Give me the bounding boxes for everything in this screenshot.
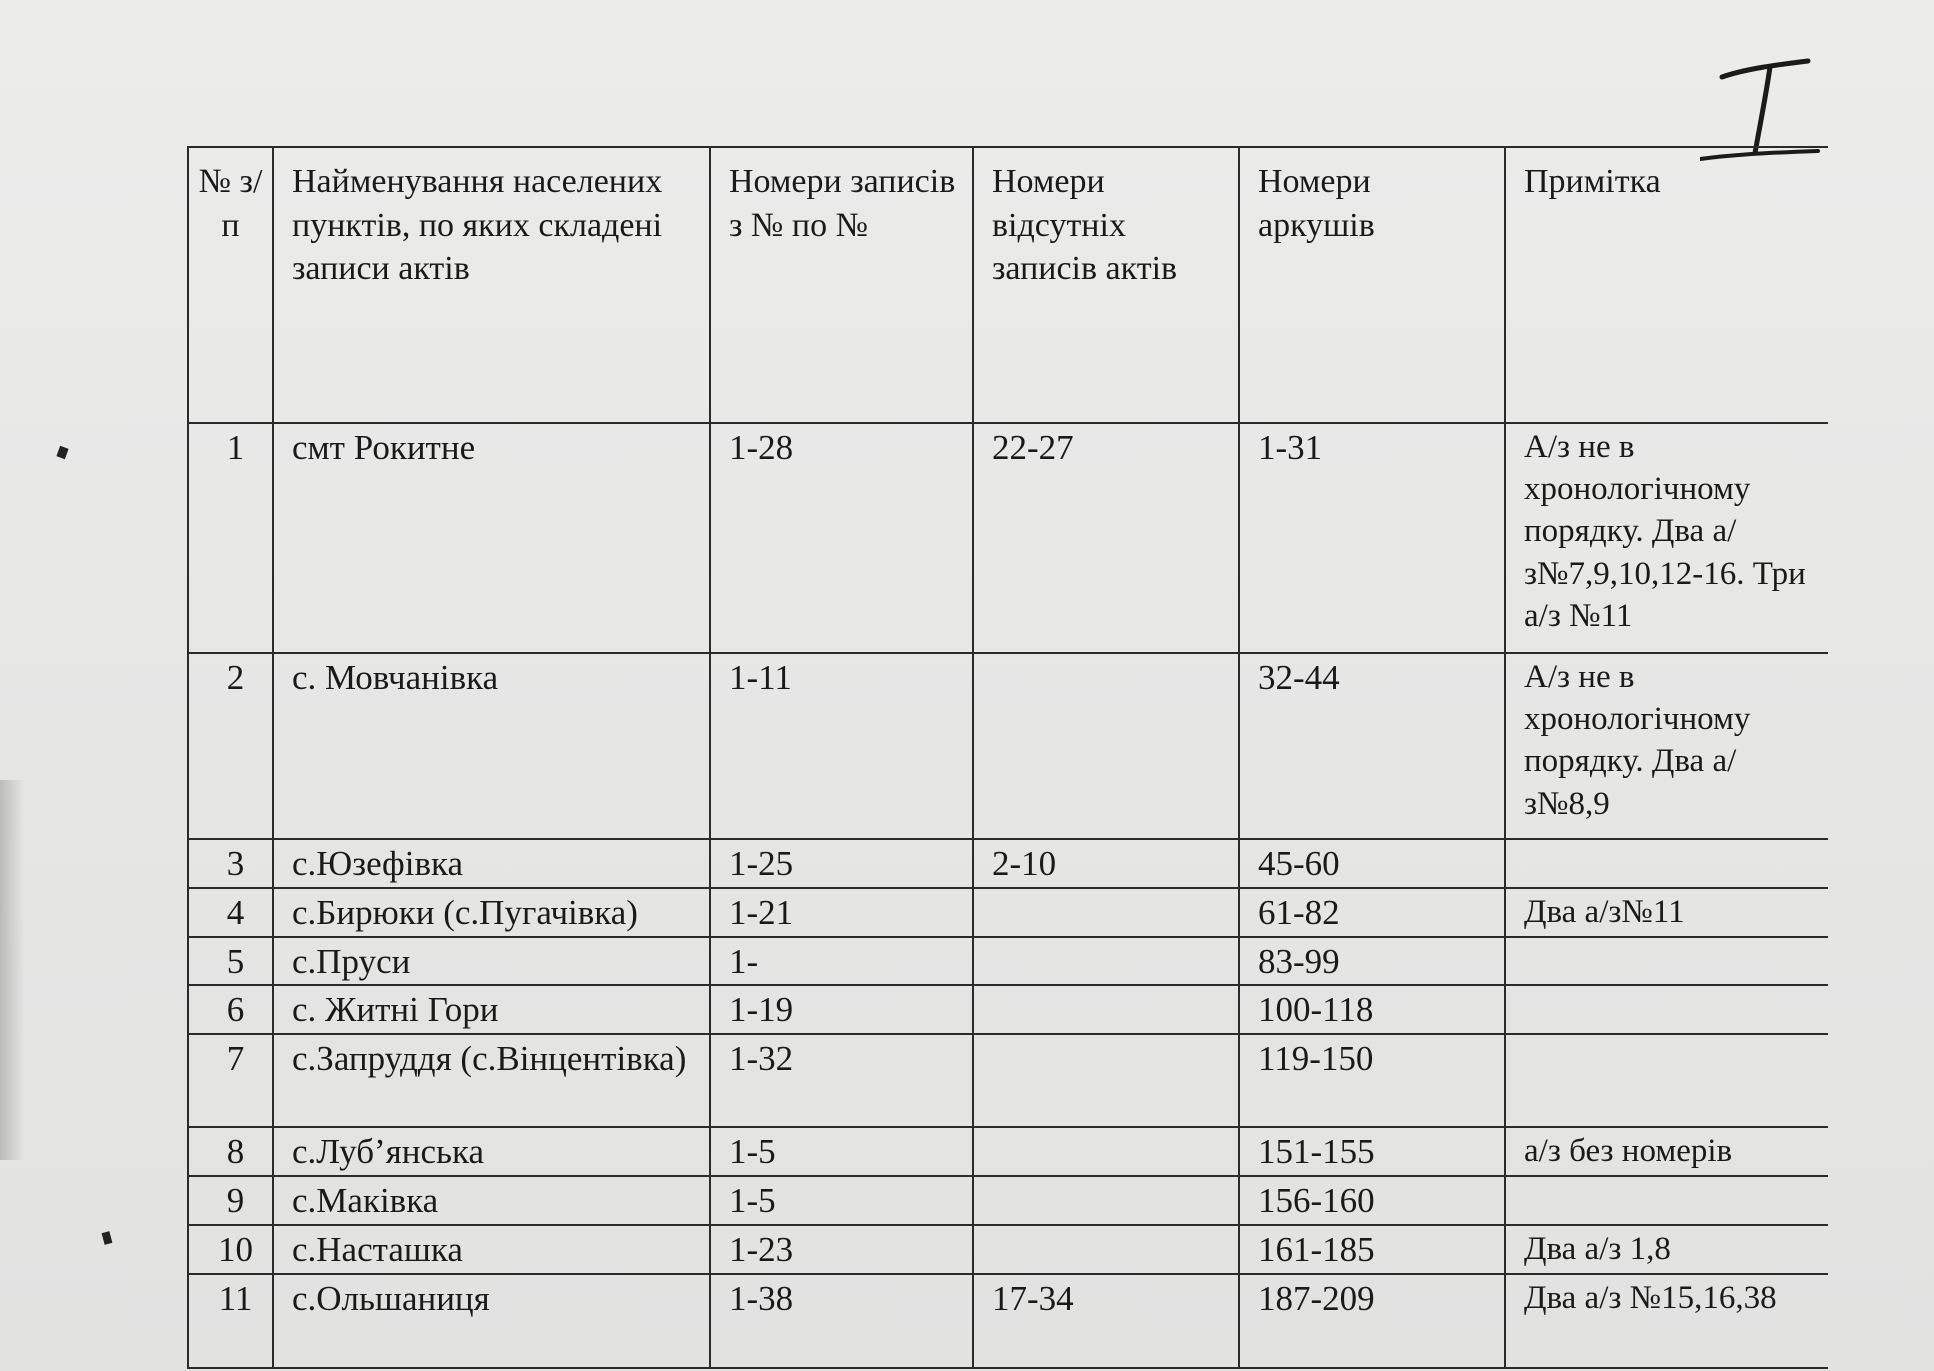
cell-missing: 22-27 (973, 423, 1239, 653)
table-row (188, 1176, 1828, 1225)
cell-note: А/з не в хронологічному порядку. Два а/з№8,9 (1505, 653, 1828, 839)
cell-note (1505, 1176, 1828, 1225)
table-row (188, 1127, 1828, 1176)
column-header-sheets: Номери аркушів (1239, 147, 1505, 423)
cell-note: А/з не в хронологічному порядку. Два а/з№7,9,10,12-16. Три а/з №11 (1505, 423, 1828, 653)
cell-missing (973, 653, 1239, 839)
cell-place: с.Ольшаниця (273, 1274, 710, 1368)
column-header-note: Примітка (1505, 147, 1828, 423)
cell-note: Два а/з№11 (1505, 888, 1828, 937)
cell-sheets: 187-209 (1239, 1274, 1505, 1368)
cell-records: 1-5 (710, 1127, 973, 1176)
table-row (188, 1034, 1828, 1127)
cell-number: 10 (188, 1225, 273, 1274)
cell-sheets: 151-155 (1239, 1127, 1505, 1176)
cell-missing (973, 1034, 1239, 1127)
table-row (188, 888, 1828, 937)
cell-number: 11 (188, 1274, 273, 1368)
table-row (188, 1225, 1828, 1274)
cell-missing (973, 1127, 1239, 1176)
cell-place: с.Запруддя (с.Вінцентівка) (273, 1034, 710, 1127)
cell-missing: 2-10 (973, 839, 1239, 888)
cell-missing: 17-34 (973, 1274, 1239, 1368)
cell-sheets: 156-160 (1239, 1176, 1505, 1225)
cell-place: с. Житні Гори (273, 985, 710, 1034)
cell-place: с.Маківка (273, 1176, 710, 1225)
cell-records: 1-5 (710, 1176, 973, 1225)
cell-records: 1-28 (710, 423, 973, 653)
cell-number: 2 (188, 653, 273, 839)
edge-shadow (0, 780, 24, 1160)
table-row (188, 1274, 1828, 1368)
cell-note: а/з без номерів (1505, 1127, 1828, 1176)
cell-number: 6 (188, 985, 273, 1034)
cell-number: 9 (188, 1176, 273, 1225)
header-row (188, 147, 1828, 423)
cell-records: 1-19 (710, 985, 973, 1034)
cell-number: 4 (188, 888, 273, 937)
cell-number: 1 (188, 423, 273, 653)
cell-number: 5 (188, 937, 273, 986)
cell-place: смт Рокитне (273, 423, 710, 653)
cell-number: 3 (188, 839, 273, 888)
cell-note (1505, 985, 1828, 1034)
cell-sheets: 100-118 (1239, 985, 1505, 1034)
ink-speck (56, 446, 68, 459)
cell-note (1505, 1034, 1828, 1127)
cell-note (1505, 937, 1828, 986)
cell-sheets: 45-60 (1239, 839, 1505, 888)
cell-records: 1-25 (710, 839, 973, 888)
cell-records: 1- (710, 937, 973, 986)
cell-missing (973, 937, 1239, 986)
cell-missing (973, 1225, 1239, 1274)
ink-speck (102, 1231, 113, 1245)
table-row (188, 423, 1828, 653)
cell-sheets: 1-31 (1239, 423, 1505, 653)
cell-records: 1-32 (710, 1034, 973, 1127)
cell-number: 7 (188, 1034, 273, 1127)
cell-missing (973, 1176, 1239, 1225)
column-header-number: № з/п (188, 147, 273, 423)
column-header-place: Найменування населених пунктів, по яких складені записи актів (273, 147, 710, 423)
cell-place: с.Насташка (273, 1225, 710, 1274)
table-row (188, 653, 1828, 839)
cell-place: с.Пруси (273, 937, 710, 986)
cell-sheets: 119-150 (1239, 1034, 1505, 1127)
cell-records: 1-21 (710, 888, 973, 937)
cell-place: с.Юзефівка (273, 839, 710, 888)
records-table (187, 146, 1828, 1369)
cell-place: с. Мовчанівка (273, 653, 710, 839)
cell-sheets: 61-82 (1239, 888, 1505, 937)
cell-number: 8 (188, 1127, 273, 1176)
cell-missing (973, 888, 1239, 937)
table-row (188, 937, 1828, 986)
cell-place: с.Бирюки (с.Пугачівка) (273, 888, 710, 937)
table-row (188, 985, 1828, 1034)
cell-note: Два а/з №15,16,38 (1505, 1274, 1828, 1368)
cell-note (1505, 839, 1828, 888)
cell-sheets: 32-44 (1239, 653, 1505, 839)
cell-missing (973, 985, 1239, 1034)
cell-records: 1-38 (710, 1274, 973, 1368)
cell-sheets: 161-185 (1239, 1225, 1505, 1274)
cell-records: 1-11 (710, 653, 973, 839)
page-mark-text (1820, 55, 1821, 56)
cell-note: Два а/з 1,8 (1505, 1225, 1828, 1274)
cell-place: с.Луб’янська (273, 1127, 710, 1176)
cell-sheets: 83-99 (1239, 937, 1505, 986)
table-row (188, 839, 1828, 888)
cell-records: 1-23 (710, 1225, 973, 1274)
column-header-records: Номери записів з № по № (710, 147, 973, 423)
column-header-missing: Номери відсутніх записів актів (973, 147, 1239, 423)
